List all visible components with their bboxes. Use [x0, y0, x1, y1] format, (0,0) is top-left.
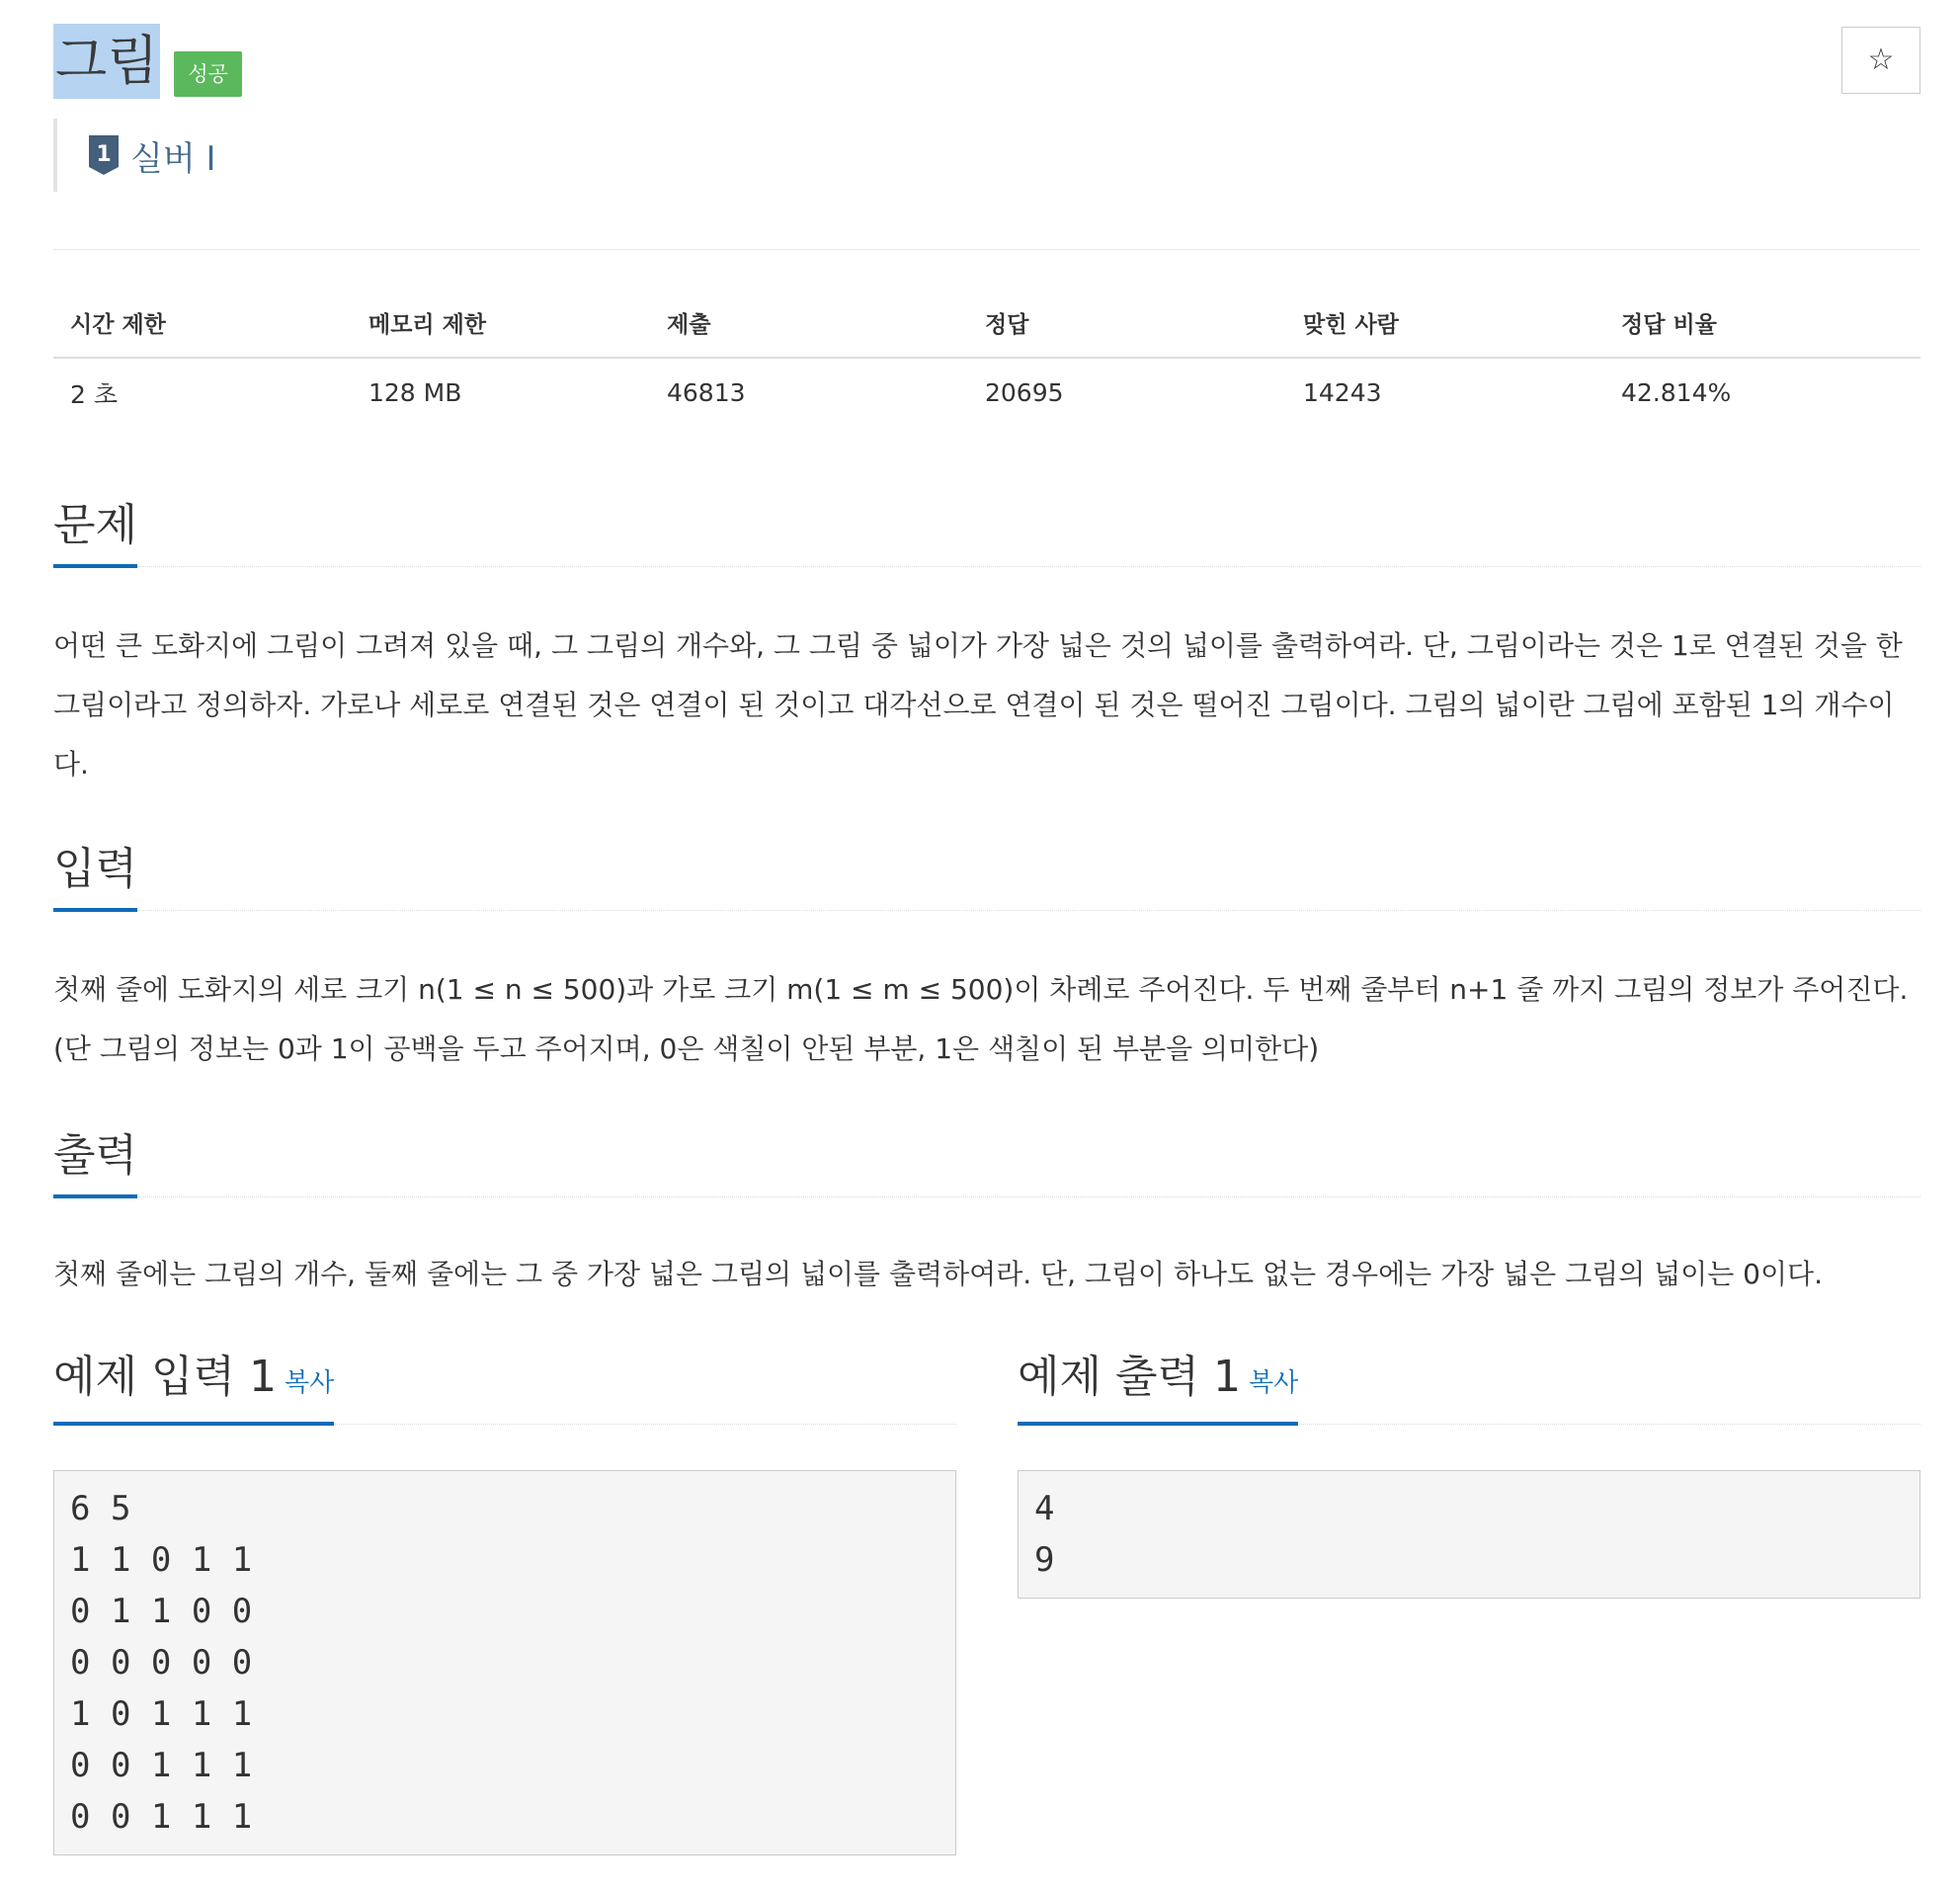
header-accepted: 정답	[968, 288, 1286, 358]
problem-header	[53, 24, 242, 99]
output-title: 출력	[53, 1119, 137, 1198]
sample-input-header	[53, 1342, 956, 1425]
description-section-header	[53, 488, 1920, 567]
input-text: 첫째 줄에 도화지의 세로 크기 n(1 ≤ n ≤ 500)과 가로 크기 m(1 ≤ m ≤ 500)이 차례로 주어진다. 두 번째 줄부터 n+1 줄 까지 그림의 정보가 주어진다. (단 그림의 정보는 0과 1이 공백을 두고 주어지며, 0은 색칠이 안된 부분, 1은 색칠이 된 부분을 의미한다)	[53, 973, 1909, 1065]
input-title: 입력	[53, 833, 137, 912]
solvers-value: 14243	[1303, 378, 1382, 407]
submissions-value: 46813	[667, 378, 746, 407]
sample-output-heading	[1018, 1341, 1298, 1426]
header-solvers: 맞힌 사람	[1286, 288, 1604, 358]
tier-label: 실버 I	[130, 138, 216, 179]
accept-ratio-value: 42.814%	[1621, 378, 1732, 407]
tier-level: 1	[96, 142, 112, 167]
copy-sample-input-link[interactable]: 복사	[284, 1368, 335, 1398]
status-badge: 성공	[174, 51, 242, 97]
sample-output-block	[1018, 1342, 1920, 1599]
table-header-row	[53, 288, 1920, 358]
input-section-header	[53, 832, 1920, 911]
sample-output-content[interactable]: 4 9	[1018, 1470, 1920, 1599]
header-submissions: 제출	[650, 288, 968, 358]
star-icon: ☆	[1867, 43, 1895, 76]
header-accept-ratio: 정답 비율	[1604, 288, 1920, 358]
description-text: 어떤 큰 도화지에 그림이 그려져 있을 때, 그 그림의 개수와, 그 그림 중 넓이가 가장 넓은 것의 넓이를 출력하여라. 단, 그림이라는 것은 1로 연결된 것을 한 그림이라고 정의하자. 가로나 세로로 연결된 것은 연결이 된 것이고 대각선으로 연결이 된 것은 떨어진 그림이다. 그림의 넓이란 그림에 포함된 1의 개수이다.	[53, 629, 1903, 781]
tier-indicator[interactable]	[53, 119, 216, 192]
sample-input-content[interactable]: 6 5 1 1 0 1 1 0 1 1 0 0 0 0 0 0 0 1 0 1 1 1 0 0 1 1 1 0 0 1 1 1	[53, 1470, 956, 1855]
header-memory-limit: 메모리 제한	[352, 288, 650, 358]
table-row	[53, 358, 1920, 427]
time-limit-value: 2 초	[70, 379, 119, 409]
sample-output-title: 예제 출력 1	[1018, 1352, 1241, 1402]
memory-limit-value: 128 MB	[368, 378, 462, 407]
problem-title: 그림	[53, 24, 160, 99]
output-text: 첫째 줄에는 그림의 개수, 둘째 줄에는 그 중 가장 넓은 그림의 넓이를 출력하여라. 단, 그림이 하나도 없는 경우에는 가장 넓은 그림의 넓이는 0이다.	[53, 1258, 1823, 1290]
header-divider	[53, 249, 1920, 250]
sample-input-heading	[53, 1341, 334, 1426]
accepted-value: 20695	[985, 378, 1064, 407]
problem-info-table	[53, 288, 1920, 427]
favorite-star-button[interactable]	[1841, 27, 1920, 94]
header-time-limit: 시간 제한	[53, 288, 352, 358]
sample-output-header	[1018, 1342, 1920, 1425]
output-section-header	[53, 1118, 1920, 1197]
silver-tier-icon	[87, 133, 121, 177]
copy-sample-output-link[interactable]: 복사	[1248, 1368, 1299, 1398]
sample-input-block	[53, 1342, 956, 1855]
description-title: 문제	[53, 489, 137, 568]
sample-input-title: 예제 입력 1	[53, 1352, 277, 1402]
